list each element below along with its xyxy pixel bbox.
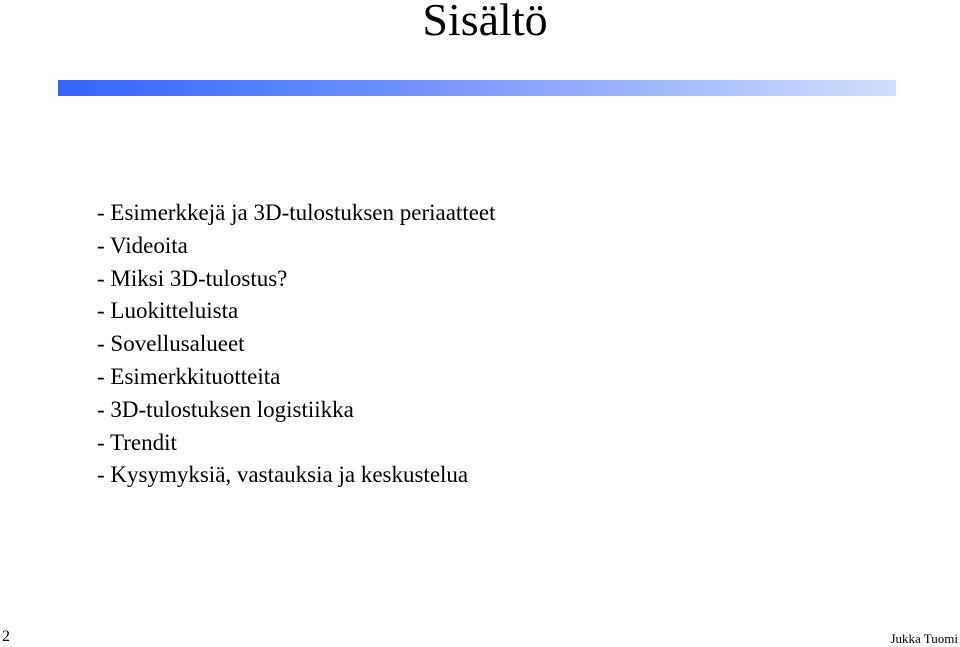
content-item: - 3D-tulostuksen logistiikka xyxy=(97,396,354,422)
content-item: - Esimerkkituotteita xyxy=(97,363,281,389)
author-footer: Jukka Tuomi xyxy=(890,631,958,646)
slide-title: Sisältö xyxy=(422,0,548,45)
content-item: - Miksi 3D-tulostus? xyxy=(97,265,288,291)
content-item: - Esimerkkejä ja 3D-tulostuksen periaatteet xyxy=(97,200,496,225)
content-item: - Trendit xyxy=(97,429,177,455)
title-underline-bar xyxy=(58,80,896,96)
content-item: - Sovellusalueet xyxy=(97,331,245,357)
content-item: - Videoita xyxy=(97,232,188,258)
content-list xyxy=(97,197,496,492)
content-item: - Kysymyksiä, vastauksia ja keskustelua xyxy=(97,462,469,488)
page-number: 2 xyxy=(2,628,10,645)
content-item: - Luokitteluista xyxy=(97,298,239,324)
